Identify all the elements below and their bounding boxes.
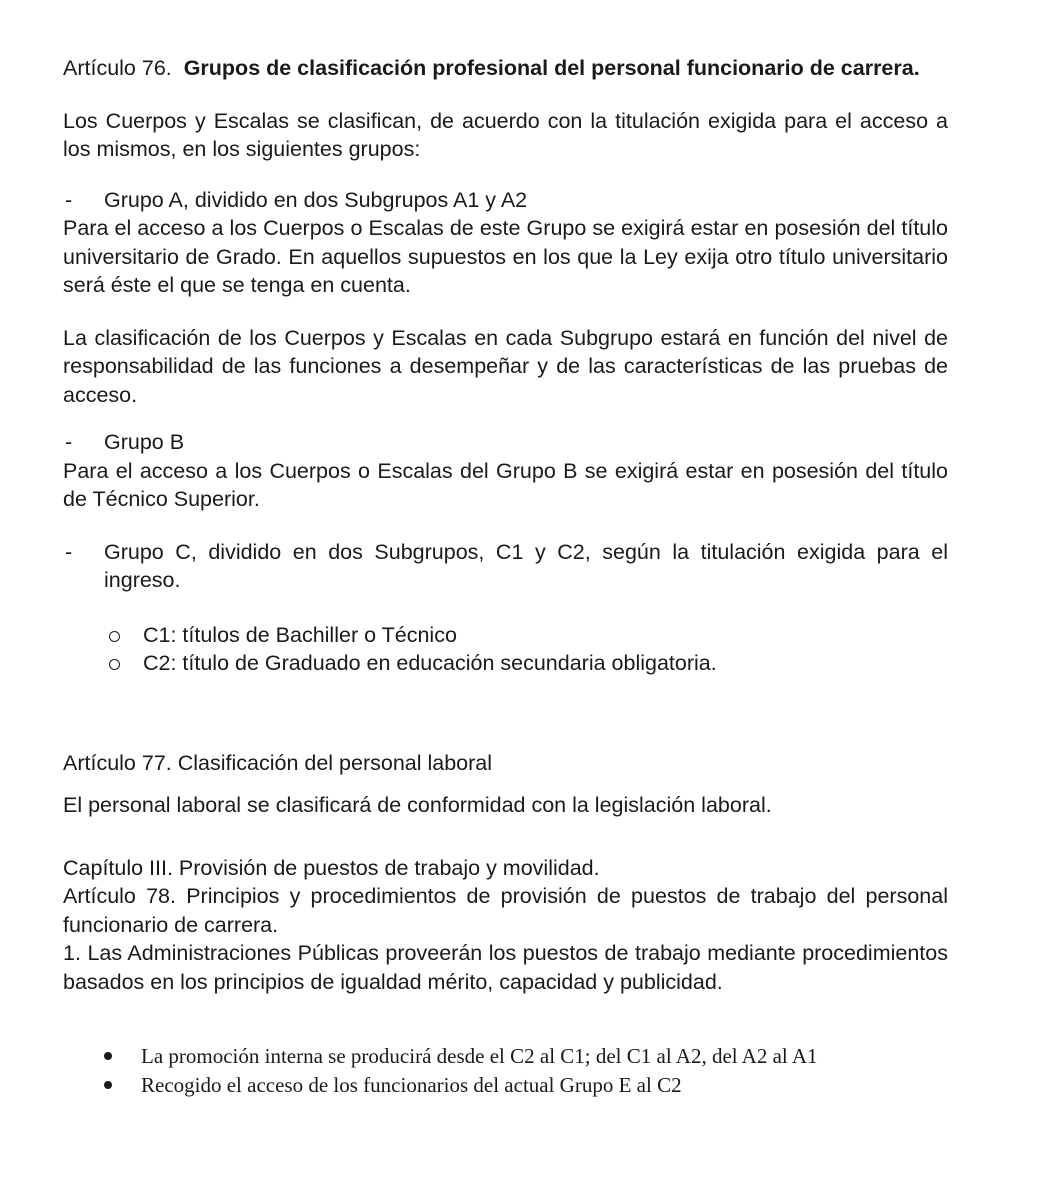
article-77-heading: Artículo 77. Clasificación del personal laboral <box>63 750 493 775</box>
dash-bullet: - <box>65 187 73 212</box>
bullet-dot-icon <box>104 1052 112 1060</box>
article-76-heading <box>63 54 948 83</box>
circle-bullet-icon <box>109 631 120 642</box>
article-76-title: Grupos de clasificación profesional del personal funcionario de carrera. <box>183 56 920 80</box>
group-c-heading-text: Grupo C, dividido en dos Subgrupos, C1 y C2, según la titulación exigida para el ingreso. <box>104 539 948 592</box>
chapter-3-heading: Capítulo III. Provisión de puestos de trabajo y movilidad. <box>63 855 600 880</box>
list-item <box>63 1042 948 1071</box>
group-c-heading <box>63 538 948 595</box>
list-item <box>63 621 948 650</box>
dash-bullet: - <box>65 539 73 564</box>
group-c1-text: C1: títulos de Bachiller o Técnico <box>143 622 457 647</box>
group-c-sublist <box>63 621 948 678</box>
group-a-classification-text: La clasificación de los Cuerpos y Escalas en cada Subgrupo estará en función del nivel de responsabilidad de las funciones a desempeñar y de las características de las pruebas de acceso. <box>63 325 948 407</box>
circle-bullet-icon <box>109 659 120 670</box>
group-a-text: Para el acceso a los Cuerpos o Escalas de este Grupo se exigirá estar en posesión del título universitario de Grado. En aquellos supuestos en los que la Ley exija otro título universitario será éste el que se tenga en cuenta. <box>63 216 948 297</box>
note-text: Recogido el acceso de los funcionarios del actual Grupo E al C2 <box>141 1073 682 1097</box>
dash-bullet: - <box>65 430 73 454</box>
group-a-heading <box>63 186 948 215</box>
note-text: La promoción interna se producirá desde el C2 al C1; del C1 al A2, del A2 al A1 <box>141 1044 818 1068</box>
list-item <box>63 1071 948 1100</box>
bullet-dot-icon <box>104 1081 112 1089</box>
group-b-heading <box>63 428 948 457</box>
article-78-heading: Artículo 78. Principios y procedimientos de provisión de puestos de trabajo del personal funcionario de carrera. <box>63 884 948 937</box>
group-c2-text: C2: título de Graduado en educación secundaria obligatoria. <box>143 651 717 675</box>
notes-list <box>63 1042 948 1100</box>
group-a-heading-text: Grupo A, dividido en dos Subgrupos A1 y A2 <box>104 187 528 212</box>
article-77-text: El personal laboral se clasificará de conformidad con la legislación laboral. <box>63 793 772 817</box>
article-76-label: Artículo 76. <box>63 56 172 80</box>
group-b-text: Para el acceso a los Cuerpos o Escalas del Grupo B se exigirá estar en posesión del título de Técnico Superior. <box>63 458 948 511</box>
document-page <box>63 54 948 1100</box>
article-76-intro: Los Cuerpos y Escalas se clasifican, de acuerdo con la titulación exigida para el acceso a los mismos, en los siguientes grupos: <box>63 108 948 161</box>
group-b-heading-text: Grupo B <box>104 430 185 454</box>
list-item <box>63 649 948 678</box>
article-78-text: 1. Las Administraciones Públicas proveerán los puestos de trabajo mediante procedimientos basados en los principios de igualdad mérito, capacidad y publicidad. <box>63 941 948 994</box>
